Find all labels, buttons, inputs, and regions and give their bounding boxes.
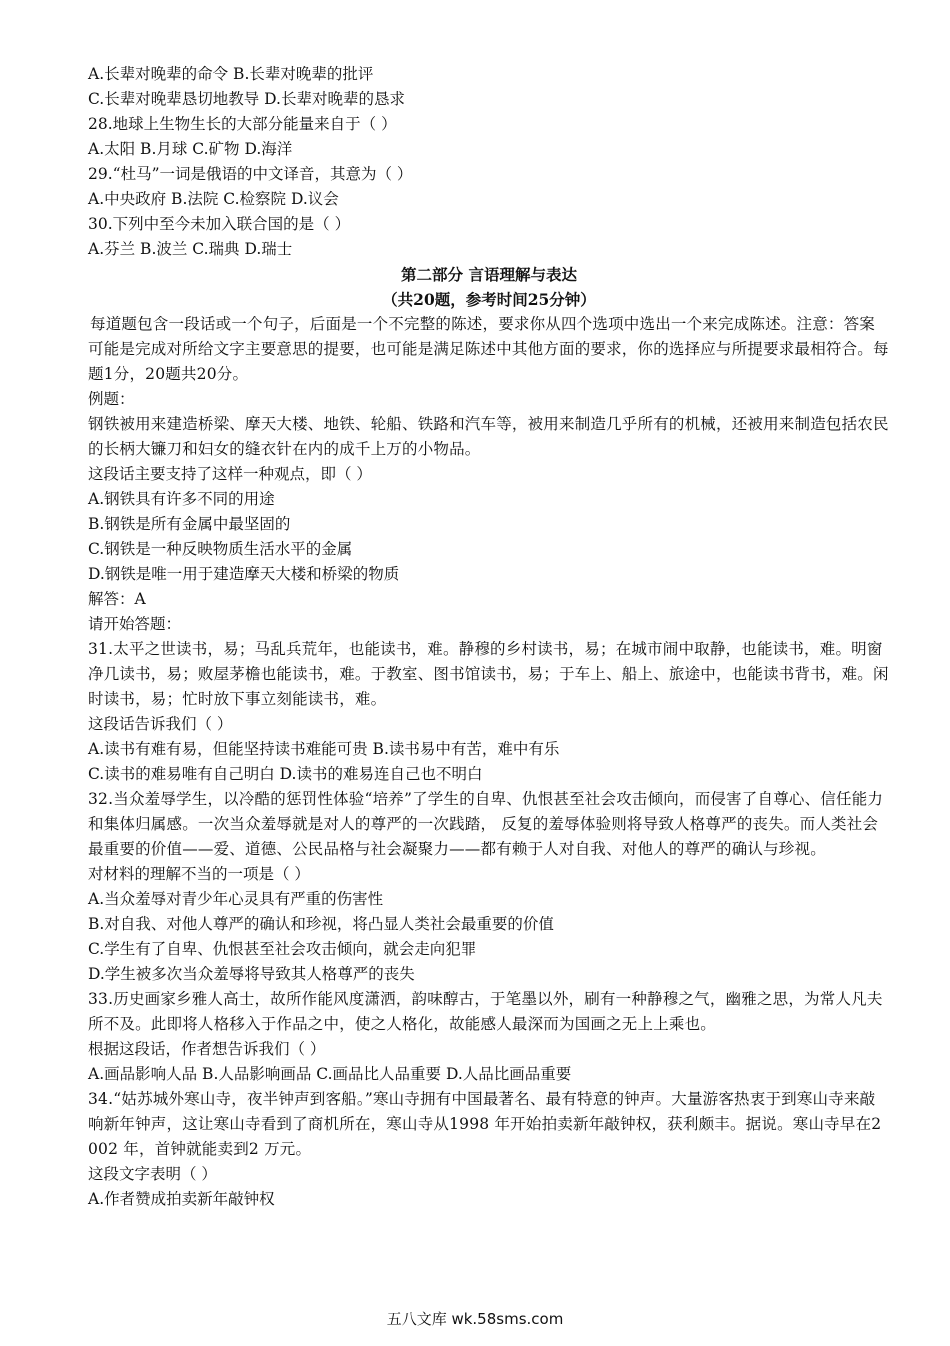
q33-question: 根据这段话，作者想告诉我们（ ） [88,1040,326,1058]
footer-watermark: 五八文库 wk.58sms.com [386,1310,564,1328]
q31-paragraph: 31.太平之世读书，易；马乱兵荒年，也能读书，难。静穆的乡村读书，易；在城市闹中取静，也能读书，难。明窗净几读书，易；败屋茅檐也能读书，难。于教室、图书馆读书，易；于车上、船上、旅途中，也能读书背书，难。闲时读书，易；忙时放下事立刻能读书，难。 [88,640,889,708]
option-line: A.中央政府 B.法院 C.检察院 D.议会 [88,190,339,208]
example-option: C.钢铁是一种反映物质生活水平的金属 [88,540,353,558]
option-line: A.长辈对晚辈的命令 B.长辈对晚辈的批评 [88,65,374,83]
q32-option: A.当众羞辱对青少年心灵具有严重的伤害性 [88,890,384,908]
q34-option: A.作者赞成拍卖新年敲钟权 [88,1190,275,1208]
q34-paragraph: 34.“姑苏城外寒山寺，夜半钟声到客船。”寒山寺拥有中国最著名、最有特意的钟声。大量游客热衷于到寒山寺来敲响新年钟声，这让寒山寺看到了商机所在，寒山寺从1998 年开始拍卖新年敲钟权，获利颇丰。据说。寒山寺早在2002 年，首钟就能卖到2 万元。 [88,1090,882,1158]
question-line: 29.“杜马”一词是俄语的中文译音，其意为（ ） [88,165,413,183]
instructions-paragraph: 每道题包含一段话或一个句子，后面是一个不完整的陈述，要求你从四个选项中选出一个来完成陈述。注意：答案可能是完成对所给文字主要意思的提要，也可能是满足陈述中其他方面的要求，你的选择应与所提要求最相符合。每题1分，20题共20分。 [88,315,889,383]
q31-option: C.读书的难易唯有自己明白 D.读书的难易连自己也不明白 [88,765,483,783]
option-line: A.太阳 B.月球 C.矿物 D.海洋 [88,140,293,158]
example-option: A.钢铁具有许多不同的用途 [88,490,275,508]
q34-question: 这段文字表明（ ） [88,1165,217,1183]
option-line: C.长辈对晚辈恳切地教导 D.长辈对晚辈的恳求 [88,90,405,108]
example-option: B.钢铁是所有金属中最坚固的 [88,515,291,533]
q32-option: B.对自我、对他人尊严的确认和珍视，将凸显人类社会最重要的价值 [88,915,554,933]
example-question: 这段话主要支持了这样一种观点，即（ ） [88,465,372,483]
q32-paragraph: 32.当众羞辱学生，以冷酷的惩罚性体验“培养”了学生的自卑、仇恨甚至社会攻击倾向，而侵害了自尊心、信任能力和集体归属感。一次当众羞辱就是对人的尊严的一次践踏， 反复的羞辱体验则将导致人格尊严的丧失。而人类社会最重要的价值——爱、道德、公民品格与社会凝聚力——都有赖于人对自我、对他人的尊严的确认与珍视。 [88,790,884,858]
q31-option: A.读书有难有易，但能坚持读书难能可贵 B.读书易中有苦，难中有乐 [88,740,560,758]
example-option: D.钢铁是唯一用于建造摩天大楼和桥梁的物质 [88,565,400,583]
option-line: A.芬兰 B.波兰 C.瑞典 D.瑞士 [88,240,293,258]
start-prompt: 请开始答题： [88,615,182,633]
q31-question: 这段话告诉我们（ ） [88,715,233,733]
section-title: 第二部分 言语理解与表达 [401,265,577,284]
q33-option: A.画品影响人品 B.人品影响画品 C.画品比人品重要 D.人品比画品重要 [88,1065,572,1083]
q33-paragraph: 33.历史画家乡雅人高士，故所作能风度潇洒，韵味醇古，于笔墨以外，刷有一种静穆之气，幽雅之思，为常人凡夫所不及。此即将人格移入于作品之中，使之人格化，故能感人最深而为国画之无上上乘也。 [88,990,883,1033]
q32-option: D.学生被多次当众羞辱将导致其人格尊严的丧失 [88,965,415,983]
example-label: 例题： [88,390,135,408]
document-page [88,62,890,1212]
example-answer: 解答：A [88,590,146,608]
section-subtitle: （共20题，参考时间25分钟） [382,290,596,309]
question-line: 28.地球上生物生长的大部分能量来自于（ ） [88,115,397,133]
question-line: 30.下列中至今未加入联合国的是（ ） [88,215,351,233]
q32-option: C.学生有了自卑、仇恨甚至社会攻击倾向，就会走向犯罪 [88,940,477,958]
q32-question: 对材料的理解不当的一项是（ ） [88,865,310,883]
example-paragraph: 钢铁被用来建造桥梁、摩天大楼、地铁、轮船、铁路和汽车等，被用来制造几乎所有的机械，还被用来制造包括农民的长柄大镰刀和妇女的缝衣针在内的成千上万的小物品。 [88,415,889,458]
